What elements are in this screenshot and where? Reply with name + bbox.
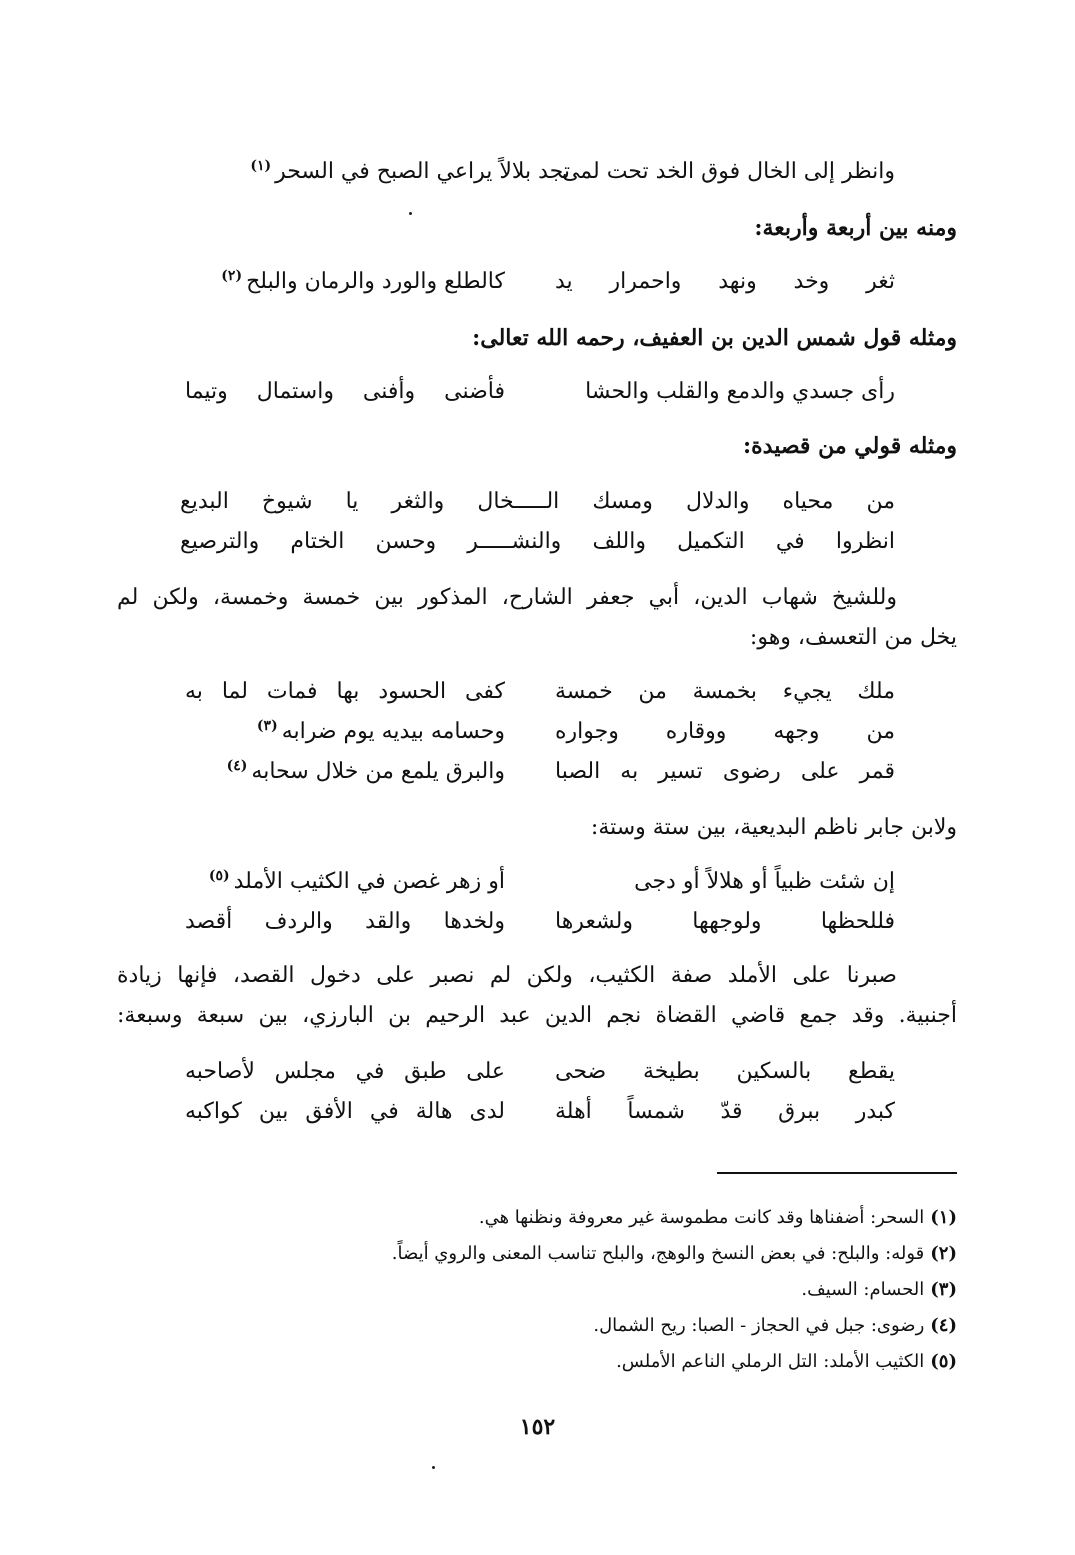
verse-right-hemistich: من وجهه ووقاره وجواره bbox=[555, 719, 895, 744]
prose-line: وللشيخ شهاب الدين، أبي جعفر الشارح، المذكور بين خمسة وخمسة، ولكن لم bbox=[117, 585, 897, 610]
prose-line: ومثله قولي من قصيدة: bbox=[743, 433, 957, 459]
verse-right-hemistich: ملك يجيء بخمسة من خمسة bbox=[555, 679, 895, 704]
verse-left-hemistich: والبرق يلمع من خلال سحابه bbox=[251, 759, 505, 784]
footnote-text: السحر: أضفناها وقد كانت مطموسة غير معروفة ونظنها هي. bbox=[478, 1207, 925, 1228]
footnote bbox=[117, 1344, 957, 1380]
verse-right-hemistich: إن شئت ظبياً أو هلالاً أو دجى bbox=[634, 869, 895, 894]
prose-line: ومنه بين أربعة وأربعة: bbox=[754, 215, 957, 241]
prose-line: أجنبية. وقد جمع قاضي القضاة نجم الدين عبد الرحيم بن البارزي، بين سبعة وسبعة: bbox=[117, 1003, 957, 1028]
verse-line bbox=[0, 752, 1075, 792]
verse-line bbox=[0, 672, 1075, 712]
verse-line bbox=[0, 712, 1075, 752]
verse-right-hemistich: رأى جسدي والدمع والقلب والحشا bbox=[585, 379, 895, 404]
footnote-separator bbox=[717, 1172, 957, 1174]
verse-line bbox=[0, 902, 1075, 942]
footnote-number: (٢) bbox=[930, 1243, 957, 1264]
prose-paragraph bbox=[117, 578, 957, 658]
verse-left-hemistich-wrap bbox=[185, 752, 505, 792]
footnote-marker: (٤) bbox=[226, 757, 248, 774]
footnote-text: الكثيب الأملد: التل الرملي الناعم الأملس. bbox=[616, 1351, 925, 1372]
verse-right-hemistich: قمر على رضوى تسير به الصبا bbox=[555, 759, 895, 784]
verse-line bbox=[0, 1092, 1075, 1132]
verse-right-hemistich: ثغر وخد ونهد واحمرار يد bbox=[555, 269, 895, 294]
footnote-marker: (١) bbox=[250, 157, 272, 174]
verse-right-hemistich: وانظر إلى الخال فوق الخد تحت لمى bbox=[561, 159, 895, 184]
verse-right-hemistich: فللحظها ولوجهها ولشعرها bbox=[555, 909, 895, 934]
footnote bbox=[117, 1236, 957, 1272]
verse-right-hemistich: كبدر ببرق قدّ شمساً أهلة bbox=[555, 1099, 895, 1124]
footnote-marker: (٥) bbox=[208, 867, 230, 884]
prose-line: ولابن جابر ناظم البديعية، بين ستة وستة: bbox=[590, 815, 957, 840]
verse-left-hemistich-wrap bbox=[185, 262, 505, 302]
prose-line: ومثله قول شمس الدين بن العفيف، رحمه الله تعالى: bbox=[472, 325, 957, 351]
verse-line bbox=[0, 522, 1075, 562]
verse-full-line: من محياه والدلال ومسك الـــــخال والثغر يا شيوخ البديع bbox=[180, 489, 895, 514]
page-number: ١٥٢ bbox=[519, 1414, 556, 1440]
footnote-marker: (٢) bbox=[221, 267, 243, 284]
verse-left-hemistich: لدى هالة في الأفق بين كواكبه bbox=[185, 1099, 505, 1124]
verse-full-line: انظروا في التكميل واللف والنشـــــر وحسن الختام والترصيع bbox=[180, 529, 895, 554]
verse-line bbox=[0, 862, 1075, 902]
verse-line bbox=[0, 482, 1075, 522]
footnotes bbox=[117, 1200, 957, 1380]
verse-line bbox=[0, 372, 1075, 412]
verse-left-hemistich: أو زهر غصن في الكثيب الأملد bbox=[233, 869, 505, 894]
footnote-text: قوله: والبلح: في بعض النسخ والوهج، والبلح تناسب المعنى والروي أيضاً. bbox=[391, 1243, 925, 1264]
verse-left-hemistich-wrap bbox=[150, 152, 570, 192]
verse-left-hemistich: تجد بلالاً يراعي الصبح في السحر bbox=[275, 159, 570, 184]
verse-line bbox=[0, 1052, 1075, 1092]
footnote-marker: (٣) bbox=[256, 717, 278, 734]
verse-line bbox=[0, 262, 1075, 302]
verse-line bbox=[0, 152, 1075, 192]
footnote-number: (٤) bbox=[930, 1315, 957, 1336]
verse-left-hemistich: كالطلع والورد والرمان والبلح bbox=[246, 269, 505, 294]
verse-right-hemistich: يقطع بالسكين بطيخة ضحى bbox=[555, 1059, 895, 1084]
prose-paragraph bbox=[117, 956, 957, 1036]
verse-left-hemistich-wrap bbox=[185, 862, 505, 902]
verse-left-hemistich: على طبق في مجلس لأصاحبه bbox=[185, 1059, 505, 1084]
footnote bbox=[117, 1308, 957, 1344]
verse-left-hemistich: كفى الحسود بها فمات لما به bbox=[185, 679, 505, 704]
footnote bbox=[117, 1272, 957, 1308]
footnote-text: الحسام: السيف. bbox=[801, 1279, 925, 1300]
scan-speck bbox=[409, 212, 412, 215]
prose-line: صبرنا على الأملد صفة الكثيب، ولكن لم نصبر على دخول القصد، فإنها زيادة bbox=[117, 963, 897, 988]
verse-left-hemistich: وحسامه بيديه يوم ضرابه bbox=[281, 719, 505, 744]
scan-speck bbox=[432, 1466, 435, 1469]
verse-left-hemistich-wrap bbox=[185, 712, 505, 752]
verse-left-hemistich: فأضنى وأفنى واستمال وتيما bbox=[185, 379, 505, 404]
footnote-number: (٥) bbox=[930, 1351, 957, 1372]
footnote-text: رضوى: جبل في الحجاز - الصبا: ريح الشمال. bbox=[593, 1315, 925, 1336]
footnote bbox=[117, 1200, 957, 1236]
verse-left-hemistich: ولخدها والقد والردف أقصد bbox=[185, 909, 505, 934]
footnote-number: (١) bbox=[930, 1207, 957, 1228]
prose-line: يخل من التعسف، وهو: bbox=[749, 625, 957, 650]
footnote-number: (٣) bbox=[930, 1279, 957, 1300]
